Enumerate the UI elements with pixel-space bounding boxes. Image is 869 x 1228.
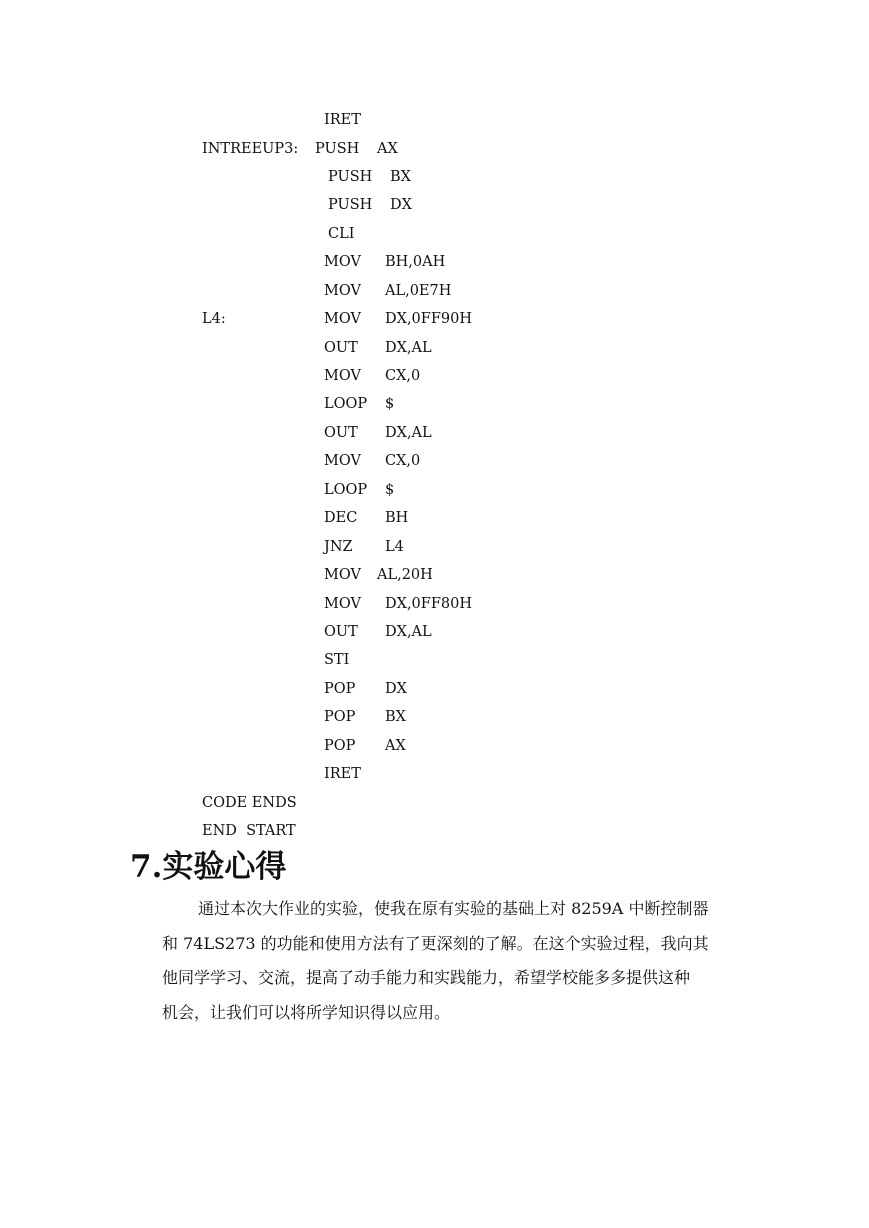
code-line bbox=[0, 736, 869, 756]
code-line bbox=[0, 167, 869, 187]
code-operand: DX,AL bbox=[385, 624, 432, 640]
code-operand: AL,0E7H bbox=[385, 283, 452, 299]
code-operand: BH,0AH bbox=[385, 254, 446, 270]
code-line bbox=[0, 309, 869, 329]
code-line bbox=[0, 537, 869, 557]
code-opcode: OUT bbox=[324, 425, 358, 441]
code-operand: DX,AL bbox=[385, 425, 432, 441]
paragraph-line: 他同学学习、交流，提高了动手能力和实践能力，希望学校能多多提供这种 bbox=[162, 968, 691, 987]
code-line bbox=[0, 650, 869, 670]
code-opcode: STI bbox=[324, 652, 350, 668]
code-line bbox=[0, 764, 869, 784]
code-line bbox=[0, 793, 869, 813]
code-line bbox=[0, 139, 869, 159]
code-line bbox=[0, 195, 869, 215]
code-line bbox=[0, 252, 869, 272]
code-opcode: JNZ bbox=[324, 539, 353, 555]
section-heading: 7.实验心得 bbox=[130, 849, 287, 885]
code-operand: BH bbox=[385, 510, 409, 526]
paragraph-line: 通过本次大作业的实验，使我在原有实验的基础上对 8259A 中断控制器 bbox=[198, 899, 709, 918]
code-opcode: LOOP bbox=[324, 482, 368, 498]
code-opcode: PUSH bbox=[328, 197, 373, 213]
code-line bbox=[0, 679, 869, 699]
code-operand: CX,0 bbox=[385, 453, 421, 469]
code-line bbox=[0, 451, 869, 471]
code-line bbox=[0, 338, 869, 358]
code-operand: AX bbox=[385, 738, 406, 754]
code-opcode: IRET bbox=[324, 112, 361, 128]
code-opcode: MOV bbox=[324, 254, 361, 270]
code-opcode: MOV bbox=[324, 596, 361, 612]
code-opcode: CLI bbox=[328, 226, 355, 242]
code-opcode: POP bbox=[324, 709, 356, 725]
code-opcode: POP bbox=[324, 738, 356, 754]
code-line bbox=[0, 366, 869, 386]
code-line bbox=[0, 423, 869, 443]
code-operand: DX bbox=[385, 681, 407, 697]
code-operand: $ bbox=[385, 396, 395, 412]
code-line bbox=[0, 224, 869, 244]
code-opcode: MOV bbox=[324, 283, 361, 299]
code-opcode: MOV bbox=[324, 368, 361, 384]
code-opcode: PUSH bbox=[328, 169, 373, 185]
code-line bbox=[0, 707, 869, 727]
code-operand: L4 bbox=[385, 539, 404, 555]
code-operand: AX bbox=[377, 141, 398, 157]
code-directive: CODE ENDS bbox=[202, 795, 297, 811]
code-operand: DX,0FF90H bbox=[385, 311, 472, 327]
code-operand: $ bbox=[385, 482, 395, 498]
code-line bbox=[0, 622, 869, 642]
code-opcode: MOV bbox=[324, 567, 361, 583]
code-directive: END START bbox=[202, 823, 296, 839]
code-opcode: DEC bbox=[324, 510, 358, 526]
code-opcode: IRET bbox=[324, 766, 361, 782]
code-opcode: POP bbox=[324, 681, 356, 697]
code-line bbox=[0, 594, 869, 614]
code-opcode: PUSH bbox=[315, 141, 360, 157]
paragraph-line: 和 74LS273 的功能和使用方法有了更深刻的了解。在这个实验过程，我向其 bbox=[162, 933, 709, 953]
code-operand: CX,0 bbox=[385, 368, 421, 384]
code-opcode: LOOP bbox=[324, 396, 368, 412]
code-operand: DX bbox=[390, 197, 412, 213]
code-line bbox=[0, 565, 869, 585]
code-line bbox=[0, 508, 869, 528]
code-opcode: OUT bbox=[324, 624, 358, 640]
code-operand: BX bbox=[390, 169, 411, 185]
code-line bbox=[0, 281, 869, 301]
code-line bbox=[0, 394, 869, 414]
code-operand: DX,AL bbox=[385, 340, 432, 356]
code-line bbox=[0, 480, 869, 500]
paragraph-line: 机会，让我们可以将所学知识得以应用。 bbox=[162, 1002, 451, 1022]
code-line bbox=[0, 110, 869, 130]
code-label: L4: bbox=[202, 311, 226, 327]
summary-paragraph bbox=[162, 892, 752, 1030]
code-line bbox=[0, 821, 869, 841]
code-opcode: OUT bbox=[324, 340, 358, 356]
code-operand: BX bbox=[385, 709, 406, 725]
code-operand: DX,0FF80H bbox=[385, 596, 472, 612]
code-label: INTREEUP3: bbox=[202, 141, 299, 157]
code-operand: AL,20H bbox=[377, 567, 433, 583]
code-opcode: MOV bbox=[324, 311, 361, 327]
code-opcode: MOV bbox=[324, 453, 361, 469]
